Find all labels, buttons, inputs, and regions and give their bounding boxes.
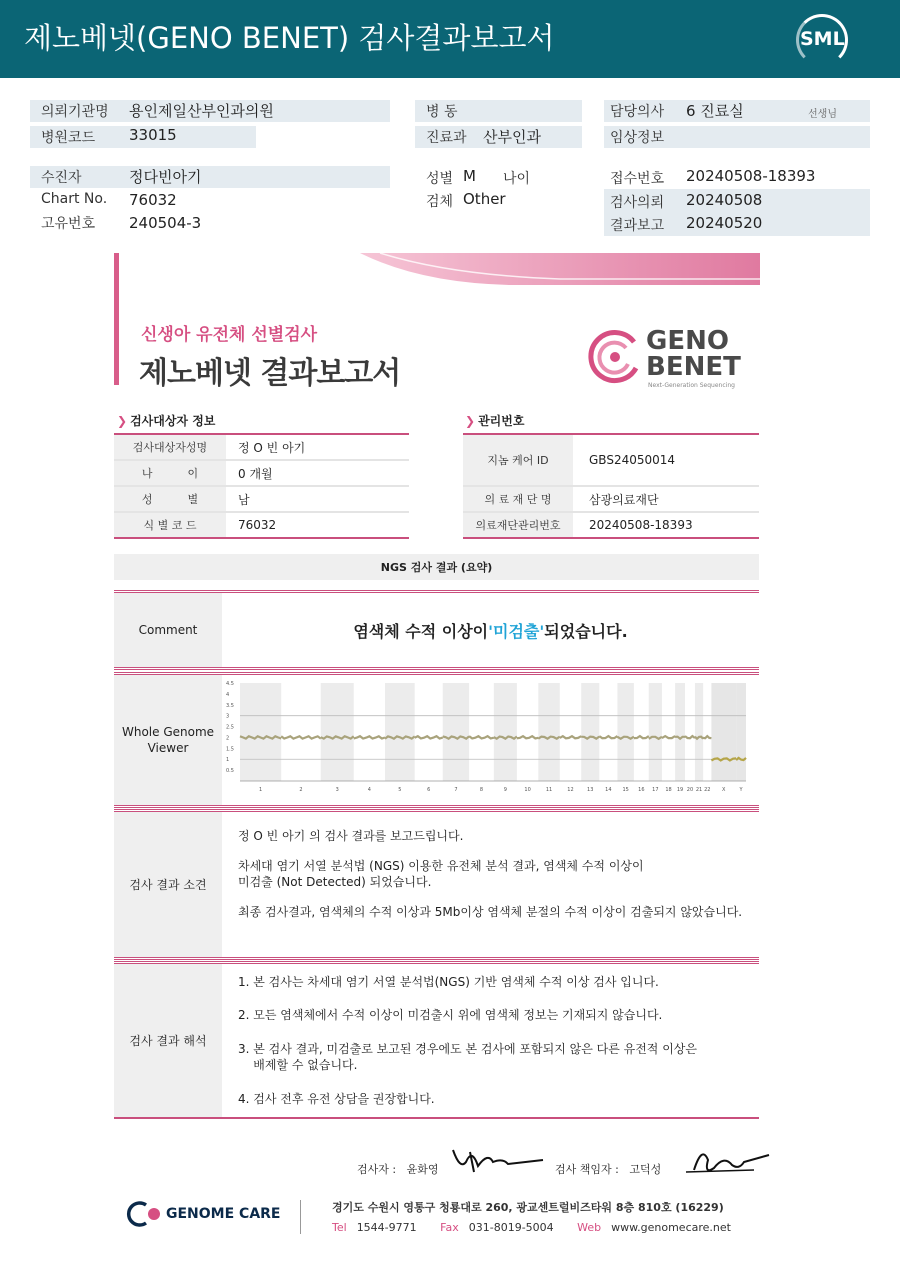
chromosome-band	[321, 683, 354, 781]
examiner-sign: 검사자 : 윤화영	[357, 1163, 439, 1176]
patient-value: 정다빈아기	[129, 168, 202, 186]
y-tick-label: 3	[226, 713, 230, 720]
chromosome-trace	[560, 736, 581, 738]
chromosome-band	[385, 683, 415, 781]
comment-section	[114, 590, 759, 670]
x-tick-label: 11	[545, 787, 553, 793]
receipt-label: 접수번호	[610, 171, 665, 187]
y-tick-label: 2.5	[226, 724, 234, 731]
findings-line: 차세대 염기 서열 분석법 (NGS) 이용한 유전체 분석 결과, 염색체 수적 이상이	[238, 859, 644, 873]
chromosome-trace	[415, 736, 443, 738]
chromosome-trace	[469, 736, 494, 738]
chromosome-band	[443, 683, 469, 781]
findings-line: 미검출 (Not Detected) 되었습니다.	[238, 875, 432, 889]
chromosome-trace	[685, 736, 695, 738]
findings-label: 검사 결과 소견	[114, 812, 222, 957]
chromosome-trace	[599, 736, 617, 738]
y-tick-label: 4	[226, 691, 230, 698]
chromosome-band	[649, 683, 662, 781]
chromosome-trace	[662, 736, 675, 738]
ngs-summary-header: NGS 검사 결과 (요약)	[114, 554, 759, 580]
x-tick-label: 9	[503, 787, 507, 793]
chevron-right-icon: ❯	[465, 414, 476, 428]
comment-text: 염색체 수적 이상이 '미검출' 되었습니다.	[222, 593, 759, 667]
chromosome-trace	[634, 736, 649, 738]
unique-no-label: 고유번호	[41, 216, 96, 232]
age-label: 나이	[503, 171, 531, 187]
chromosome-trace	[517, 736, 538, 738]
request-value: 20240508	[686, 191, 763, 209]
y-tick-label: 3.5	[226, 702, 234, 709]
top-banner	[0, 0, 900, 78]
chart-no-label: Chart No.	[41, 191, 108, 207]
dept-label: 진료과	[426, 130, 467, 146]
chromosome-band	[581, 683, 599, 781]
sex-label: 성별	[426, 171, 454, 187]
supervisor-signature-icon	[684, 1140, 774, 1180]
request-label: 검사의뢰	[610, 195, 665, 211]
chromosome-band	[240, 683, 281, 781]
interpretation-line: 2. 모든 염색체에서 수적 이상이 미검출시 위에 염색체 정보는 기재되지 않습니다.	[238, 1008, 663, 1022]
x-tick-label: 22	[704, 787, 711, 793]
x-tick-label: 12	[567, 787, 574, 793]
x-tick-label: 21	[695, 787, 703, 793]
table-row: 식 별 코 드 76032	[114, 513, 409, 539]
interpretation-line: 배제할 수 없습니다.	[238, 1058, 358, 1072]
findings-line: 최종 검사결과, 염색체의 수적 이상과 5Mb이상 염색체 분절의 수적 이상이 검출되지 않았습니다.	[238, 905, 743, 919]
examiner-signature-icon	[448, 1140, 548, 1180]
x-tick-label: 13	[587, 787, 594, 793]
x-tick-label: X	[722, 787, 726, 793]
pink-wave-decoration	[360, 253, 760, 285]
interpretation-line: 3. 본 검사 결과, 미검출로 보고된 경우에도 본 검사에 포함되지 않은 다른 유전적 이상은	[238, 1042, 697, 1056]
footer-contact: Tel 1544-9771 Fax 031-8019-5004 Web www.genomecare.net	[332, 1221, 731, 1234]
institution-label: 의뢰기관명	[41, 104, 109, 120]
hospital-code-label: 병원코드	[41, 130, 96, 146]
doctor-label: 담당의사	[610, 104, 665, 120]
x-tick-label: 15	[622, 787, 629, 793]
x-tick-label: 20	[686, 787, 694, 793]
specimen-label: 검체	[426, 194, 454, 210]
clinical-label: 임상정보	[610, 130, 665, 146]
x-tick-label: 3	[335, 787, 339, 793]
chromosome-band	[736, 683, 746, 781]
specimen-value: Other	[463, 190, 506, 208]
geno-benet-logo-icon	[586, 328, 644, 388]
x-tick-label: 19	[676, 787, 684, 793]
chromosome-band	[695, 683, 703, 781]
unique-no-value: 240504-3	[129, 214, 202, 232]
geno-benet-logo: GENO BENET Next-Generation Sequencing	[586, 326, 761, 392]
receipt-value: 20240508-18393	[686, 167, 816, 185]
x-tick-label: 4	[367, 787, 371, 793]
table-row: 의 료 재 단 명 삼광의료재단	[463, 487, 759, 513]
dept-value: 산부인과	[483, 128, 541, 146]
x-tick-label: Y	[739, 787, 743, 793]
y-tick-label: 0.5	[226, 768, 234, 775]
chromosome-band	[711, 683, 736, 781]
table-row: 나 이 0 개월	[114, 461, 409, 487]
chromosome-trace	[354, 736, 385, 738]
report-label: 결과보고	[610, 218, 665, 234]
website-link[interactable]: www.genomecare.net	[611, 1221, 731, 1234]
x-tick-label: 14	[605, 787, 612, 793]
genome-viewer-label: Whole Genome Viewer	[114, 675, 222, 805]
report-subtitle: 신생아 유전체 선별검사	[141, 325, 318, 345]
footer-divider	[300, 1200, 301, 1234]
subject-section-title: ❯ 검사대상자 정보	[117, 414, 216, 428]
table-row: 성 별 남	[114, 487, 409, 513]
subject-table	[114, 433, 409, 537]
doctor-suffix: 선생님	[808, 109, 837, 120]
table-row: 지놈 케어 ID GBS24050014	[463, 435, 759, 487]
genome-viewer-section	[114, 672, 759, 808]
footer-address: 경기도 수원시 영통구 청룡대로 260, 광교센트럴비즈타워 8층 810호 (16229)	[332, 1201, 724, 1214]
x-tick-label: 10	[524, 787, 531, 793]
chromosome-trace	[281, 736, 321, 738]
x-tick-label: 1	[259, 787, 263, 793]
x-tick-label: 16	[638, 787, 645, 793]
x-tick-label: 2	[299, 787, 303, 793]
table-row: 의료재단관리번호 20240508-18393	[463, 513, 759, 539]
ward-label: 병 동	[426, 104, 458, 120]
patient-label: 수진자	[41, 170, 82, 186]
x-tick-label: 7	[454, 787, 458, 793]
report-value: 20240520	[686, 214, 763, 232]
chevron-right-icon: ❯	[117, 414, 128, 428]
findings-line: 정 O 빈 아기 의 검사 결과를 보고드립니다.	[238, 829, 464, 843]
interpretation-line: 4. 검사 전후 유전 상담을 권장합니다.	[238, 1092, 435, 1106]
patient-box	[30, 166, 390, 188]
x-tick-label: 18	[665, 787, 672, 793]
interpretation-label: 검사 결과 해석	[114, 964, 222, 1117]
accent-bar	[114, 253, 119, 385]
mgmt-table	[463, 433, 759, 537]
comment-highlight: '미검출'	[488, 621, 545, 641]
institution-value: 용인제일산부인과의원	[129, 102, 274, 120]
genome-care-logo-icon	[124, 1199, 164, 1229]
sml-logo-icon: SML	[796, 14, 852, 66]
report-title: 제노베넷 결과보고서	[139, 356, 401, 391]
genome-care-logo: GENOME CARE	[124, 1199, 284, 1229]
y-tick-label: 1	[226, 757, 230, 764]
chromosome-band	[675, 683, 685, 781]
x-tick-label: 8	[479, 787, 484, 793]
chromosome-band	[494, 683, 517, 781]
table-row: 검사대상자성명 정 O 빈 아기	[114, 435, 409, 461]
interpretation-line: 1. 본 검사는 차세대 염기 서열 분석법(NGS) 기반 염색체 수적 이상 검사 입니다.	[238, 975, 659, 989]
chromosome-band	[538, 683, 559, 781]
comment-label: Comment	[114, 593, 222, 667]
x-tick-label: 6	[427, 787, 431, 793]
banner-title: 제노베넷(GENO BENET) 검사결과보고서	[24, 21, 555, 55]
supervisor-sign: 검사 책임자 : 고덕성	[555, 1163, 662, 1176]
doctor-value: 6 진료실	[686, 102, 744, 120]
whole-genome-chart	[224, 679, 756, 799]
sex-value: M	[463, 167, 476, 185]
chromosome-trace	[703, 736, 711, 738]
y-tick-label: 1.5	[226, 746, 234, 753]
x-tick-label: 5	[398, 787, 402, 793]
chart-no-value: 76032	[129, 191, 177, 209]
x-tick-label: 17	[652, 787, 659, 793]
chromosome-band	[617, 683, 633, 781]
hospital-code-value: 33015	[129, 126, 177, 144]
y-tick-label: 4.5	[226, 681, 234, 687]
mgmt-section-title: ❯ 관리번호	[465, 414, 525, 428]
y-tick-label: 2	[226, 735, 230, 742]
